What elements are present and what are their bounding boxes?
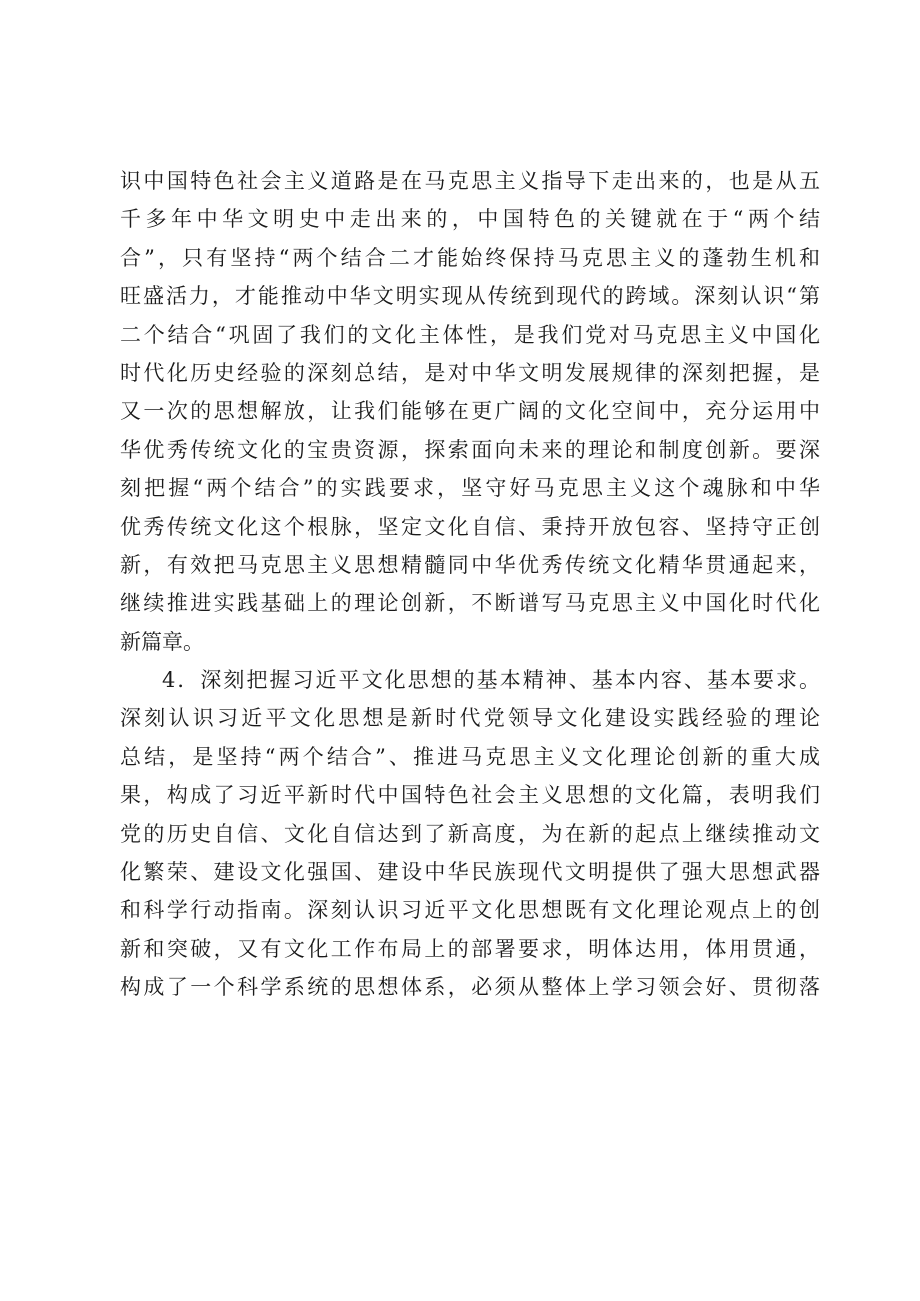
- text-line: 构成了一个科学系统的思想体系，必须从整体上学习领会好、贯彻落: [120, 975, 820, 1000]
- text-line: 和科学行动指南。深刻认识习近平文化思想既有文化理论观点上的创: [120, 898, 820, 923]
- text-line: 新和突破，又有文化工作布局上的部署要求，明体达用，体用贯通，: [120, 936, 820, 961]
- text-line: 新，有效把马克思主义思想精髓同中华优秀传统文化精华贯通起来，: [120, 552, 820, 577]
- paragraph-end-line: 新篇章。: [120, 629, 204, 654]
- text-line: 党的历史自信、文化自信达到了新高度，为在新的起点上继续推动文: [120, 821, 820, 846]
- text-line: 时代化历史经验的深刻总结，是对中华文明发展规律的深刻把握，是: [120, 360, 820, 385]
- text-line: 二个结合“巩固了我们的文化主体性，是我们党对马克思主义中国化: [120, 322, 820, 347]
- text-line: 刻把握“两个结合”的实践要求，坚守好马克思主义这个魂脉和中华: [120, 476, 820, 501]
- text-line: 化繁荣、建设文化强国、建设中华民族现代文明提供了强大思想武器: [120, 860, 820, 885]
- text-line: 深刻认识习近平文化思想是新时代党领导文化建设实践经验的理论: [120, 706, 820, 731]
- text-line: 合”，只有坚持“两个结合二才能始终保持马克思主义的蓬勃生机和: [120, 245, 820, 270]
- text-line: 千多年中华文明史中走出来的，中国特色的关键就在于“两个结: [120, 207, 820, 232]
- text-line: 总结，是坚持“两个结合”、推进马克思主义文化理论创新的重大成: [120, 744, 820, 769]
- text-line: 继续推进实践基础上的理论创新，不断谱写马克思主义中国化时代化: [120, 591, 820, 616]
- body-text: [120, 162, 820, 1007]
- text-line: 优秀传统文化这个根脉，坚定文化自信、秉持开放包容、坚持守正创: [120, 514, 820, 539]
- text-line: 旺盛活力，才能推动中华文明实现从传统到现代的跨域。深刻认识“第: [120, 284, 820, 309]
- text-line: 果，构成了习近平新时代中国特色社会主义思想的文化篇，表明我们: [120, 783, 820, 808]
- text-line: 识中国特色社会主义道路是在马克思主义指导下走出来的，也是从五: [120, 169, 820, 193]
- text-line: 又一次的思想解放，让我们能够在更广阔的文化空间中，充分运用中: [120, 399, 820, 424]
- text-line: 华优秀传统文化的宝贵资源，探索面向未来的理论和制度创新。要深: [120, 437, 820, 462]
- section-heading-line: 4．深刻把握习近平文化思想的基本精神、基本内容、基本要求。: [162, 668, 820, 693]
